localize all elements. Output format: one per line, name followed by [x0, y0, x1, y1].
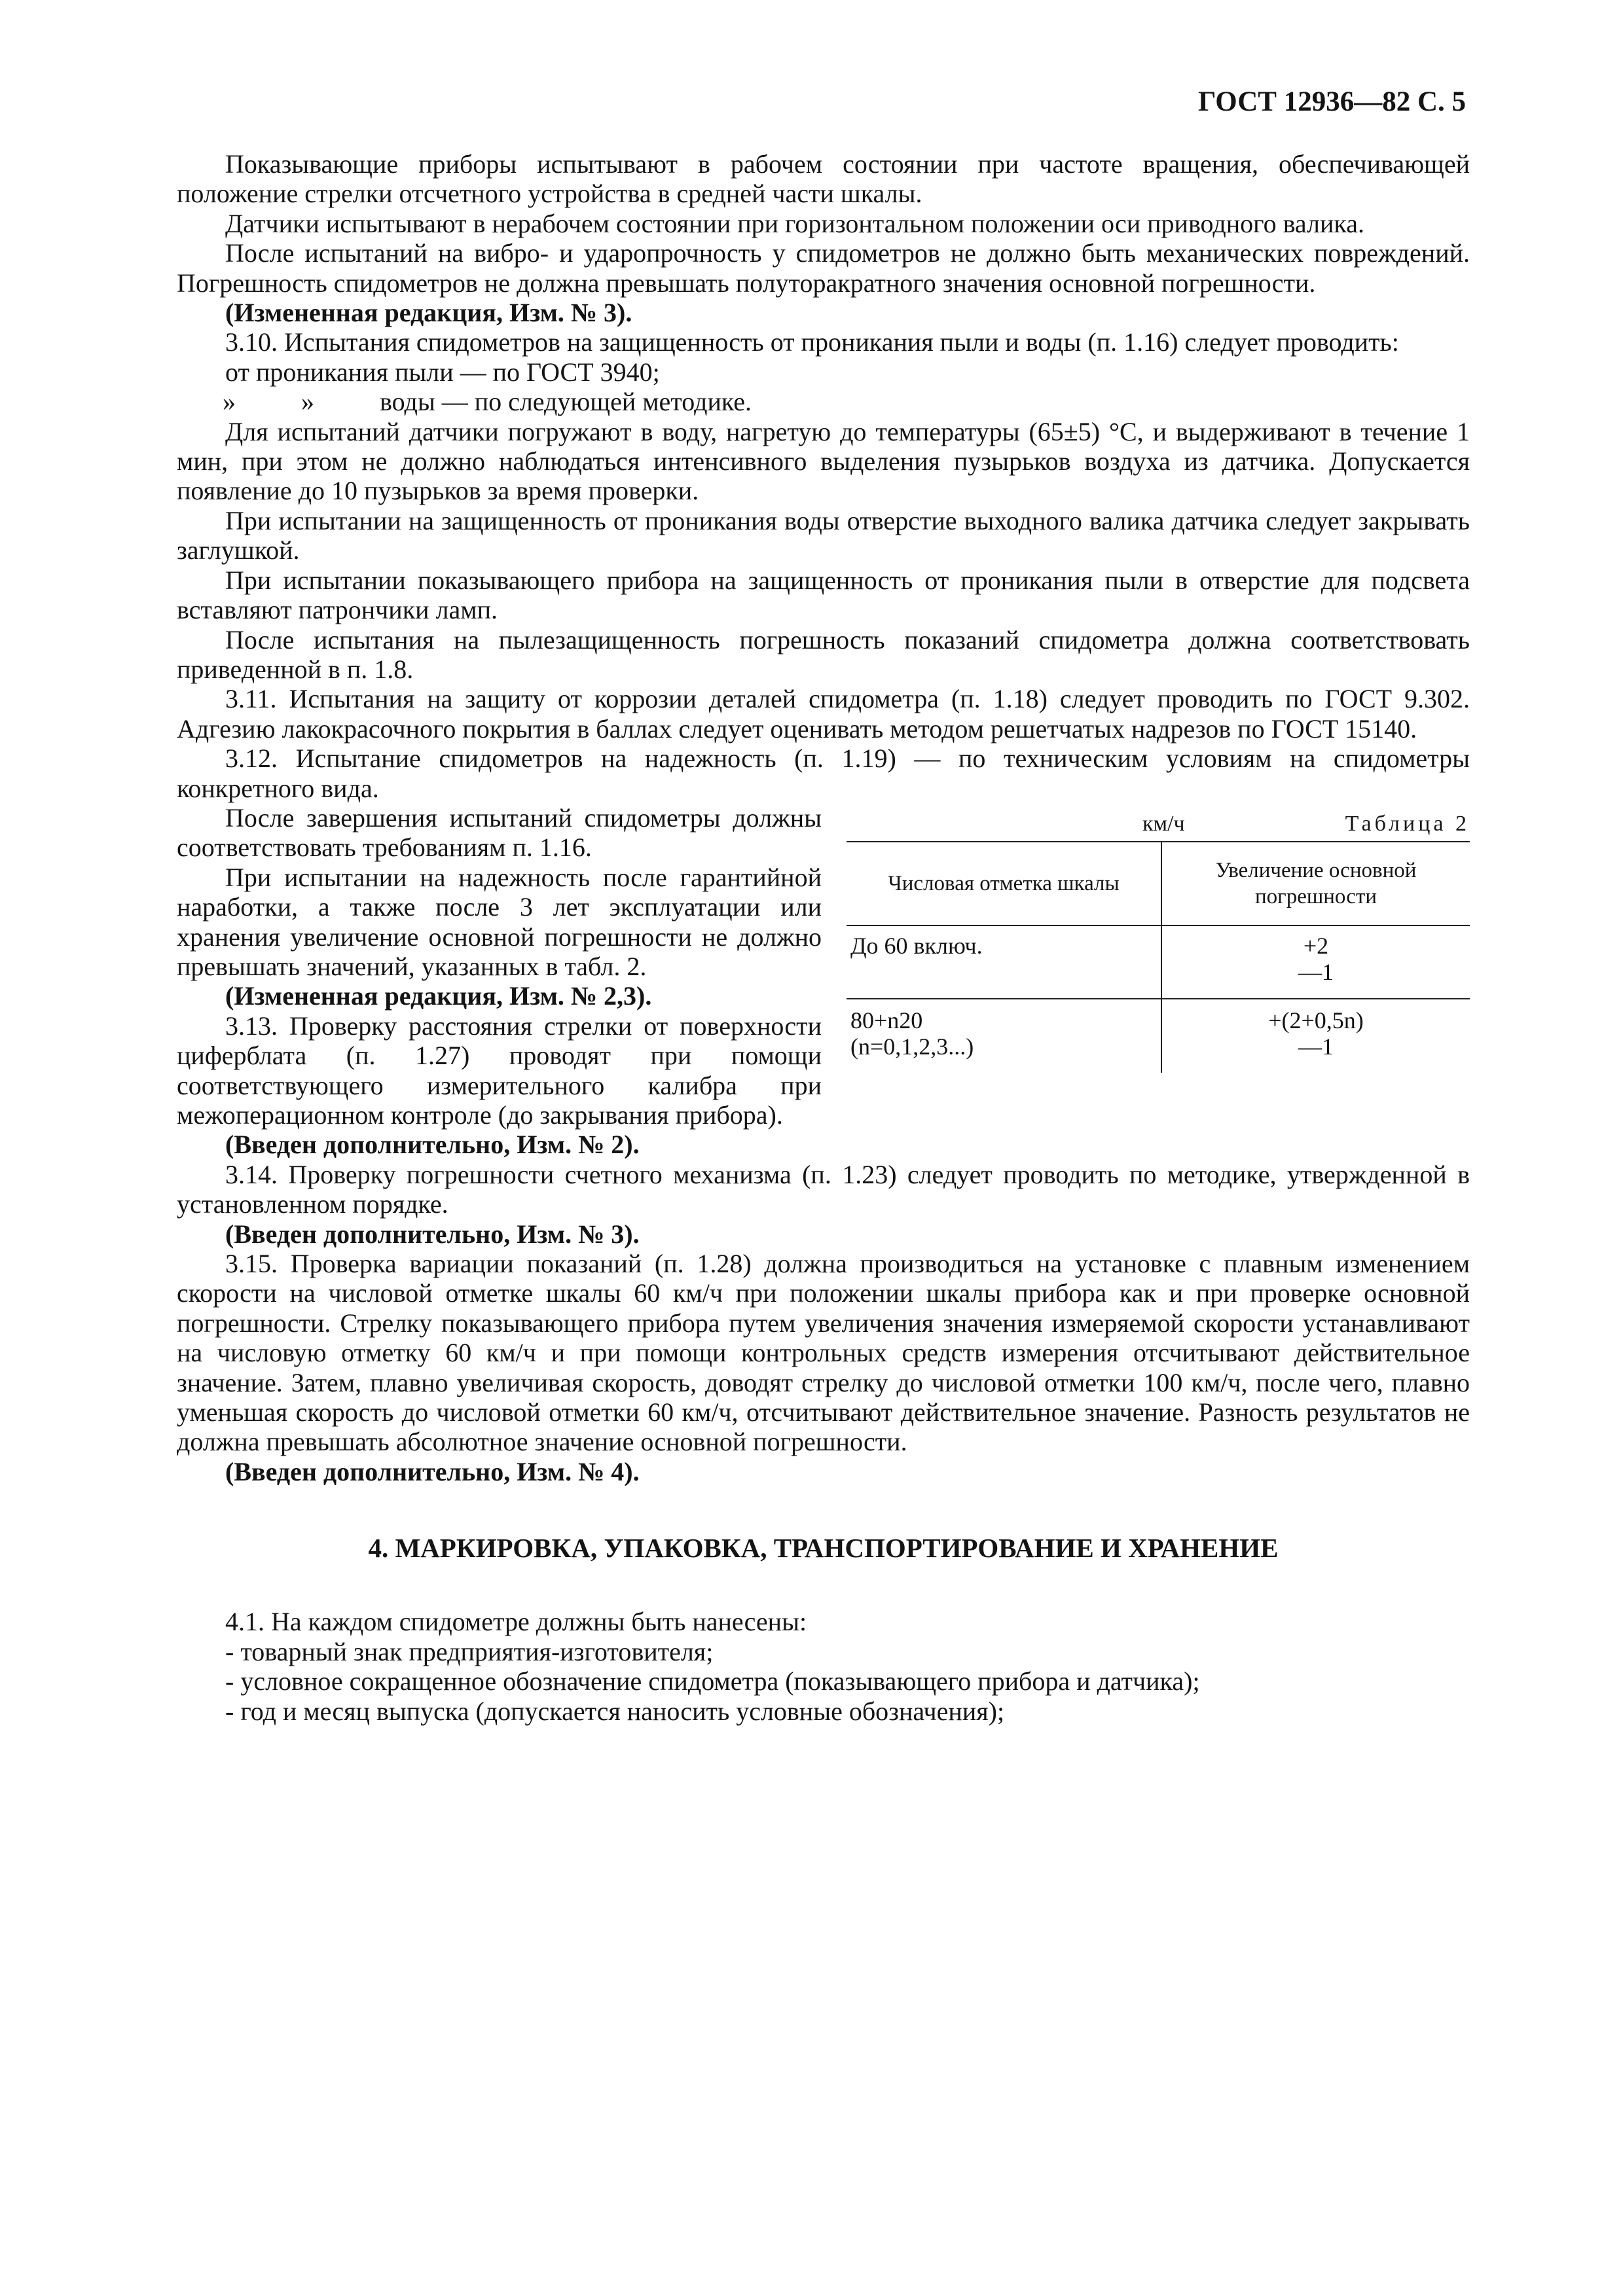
paragraph-sensors-test: Датчики испытывают в нерабочем состоянии при горизонтальном положении оси приводного валика. [225, 208, 1364, 238]
clause-3-12: 3.12. Испытание спидометров на надежность (п. 1.19) — по техническим условиям на спидометры конкретного вида. [177, 744, 1470, 803]
list-item: - год и месяц выпуска (допускается наносить условные обозначения); [225, 1696, 1005, 1726]
clause-4-1: 4.1. На каждом спидометре должны быть нанесены: [225, 1607, 807, 1637]
clause-3-10-after: После испытания на пылезащищенность погрешность показаний спидометра должна соответствовать приведенной в п. 1.8. [177, 624, 1470, 684]
page-body [177, 149, 1470, 1726]
amendment-note: (Измененная редакция, Изм. № 3). [225, 298, 632, 328]
amendment-note: (Измененная редакция, Изм. № 2,3). [225, 981, 652, 1011]
clause-3-12-after: После завершения испытаний спидометры должны соответствовать требованиям п. 1.16. [177, 802, 822, 863]
table-header-row [847, 842, 1470, 925]
cell-increase [1161, 999, 1470, 1073]
clause-3-10: 3.10. Испытания спидометров на защищенность от проникания пыли и воды (п. 1.16) следует проводить: [225, 327, 1399, 357]
clause-3-11: 3.11. Испытания на защиту от коррозии деталей спидометра (п. 1.18) следует проводить по ГОСТ 9.302. Адгезию лакокрасочного покрытия в баллах следует оценивать методом решетчатых надрезов по ГОСТ 15140. [177, 684, 1470, 744]
clause-3-10-method: Для испытаний датчики погружают в воду, нагретую до температуры (65±5) °С, и выдерживают в течение 1 мин, при этом не должно наблюдаться интенсивного выделения пузырьков воздуха из датчика. Допускается появление до 10 пузырьков за время проверки. [177, 416, 1470, 506]
page-header: ГОСТ 12936—82 С. 5 [1197, 86, 1466, 117]
table-unit: км/ч [1142, 811, 1185, 836]
table-row [847, 925, 1470, 999]
table-row [847, 999, 1470, 1073]
cell-mark-text: До 60 включ. [850, 932, 983, 959]
clause-3-14: 3.14. Проверку погрешности счетного механизма (п. 1.23) следует проводить по методике, утвержденной в установленном порядке. [177, 1159, 1470, 1219]
column-header-increase: Увеличение основной погрешности [1161, 842, 1470, 925]
amendment-note: (Введен дополнительно, Изм. № 2). [225, 1130, 640, 1160]
cell-mark [847, 925, 1161, 999]
table-caption [847, 811, 1470, 841]
cell-minus: —1 [1298, 958, 1334, 985]
clause-3-10-water: » » воды — по следующей методике. [223, 387, 752, 417]
cell-plus: +(2+0,5n) [1268, 1007, 1364, 1033]
paragraph-instruments-test: Показывающие приборы испытывают в рабочем состоянии при частоте вращения, обеспечивающей положение стрелки отсчетного устройства в средней части шкалы. [177, 149, 1470, 209]
cell-increase [1161, 925, 1470, 999]
amendment-note: (Введен дополнительно, Изм. № 4). [225, 1456, 640, 1486]
amendment-note: (Введен дополнительно, Изм. № 3). [225, 1219, 640, 1249]
list-item: - условное сокращенное обозначение спидометра (показывающего прибора и датчика); [225, 1666, 1200, 1696]
cell-minus: —1 [1298, 1033, 1334, 1060]
table-title: Таблица 2 [1345, 811, 1470, 836]
cell-condition: (n=0,1,2,3...) [850, 1033, 974, 1060]
cell-mark-text: 80+n20 [850, 1007, 923, 1033]
clause-3-13: 3.13. Проверку расстояния стрелки от поверхности циферблата (п. 1.27) проводят при помощи соответствующего измерительного калибра при межоперационном контроле (до закрывания прибора). [177, 1011, 822, 1130]
clause-3-10-lamp: При испытании показывающего прибора на защищенность от проникания пыли в отверстие для подсвета вставляют патрончики ламп. [177, 565, 1470, 625]
clause-3-15: 3.15. Проверка вариации показаний (п. 1.28) должна производиться на установке с плавным изменением скорости на числовой отметке шкалы 60 км/ч при положении шкалы прибора как и при проверке основной погрешности. Стрелку показывающего прибора путем увеличения значения измеряемой скорости устанавливают на числовую отметку 60 км/ч и при помощи контрольных средств измерения отсчитывают действительное значение. Затем, плавно увеличивая скорость, доводят стрелку до числовой отметки 100 км/ч, после чего, плавно уменьшая скорость до числовой отметки 60 км/ч, отсчитывают действительное значение. Разность результатов не должна превышать абсолютное значение основной погрешности. [177, 1249, 1470, 1457]
cell-mark [847, 999, 1161, 1073]
section-4-title: 4. МАРКИРОВКА, УПАКОВКА, ТРАНСПОРТИРОВАНИЕ И ХРАНЕНИЕ [368, 1533, 1279, 1564]
table-2 [847, 811, 1470, 1073]
clause-3-10-plug: При испытании на защищенность от проникания воды отверстие выходного валика датчика следует закрывать заглушкой. [177, 505, 1470, 565]
clause-3-10-dust: от проникания пыли — по ГОСТ 3940; [225, 357, 660, 387]
table-grid [847, 841, 1470, 1073]
list-item: - товарный знак предприятия-изготовителя; [225, 1636, 714, 1666]
cell-plus: +2 [1303, 932, 1329, 959]
clause-3-12-reliability: При испытании на надежность после гарантийной наработки, а также после 3 лет эксплуатации или хранения увеличение основной погрешности не должно превышать значений, указанных в табл. 2. [177, 862, 822, 981]
paragraph-after-vibro: После испытаний на вибро- и ударопрочность у спидометров не должно быть механических повреждений. Погрешность спидометров не должна превышать полуторакратного значения основной погрешности. [177, 238, 1470, 298]
column-header-mark: Числовая отметка шкалы [847, 842, 1161, 925]
